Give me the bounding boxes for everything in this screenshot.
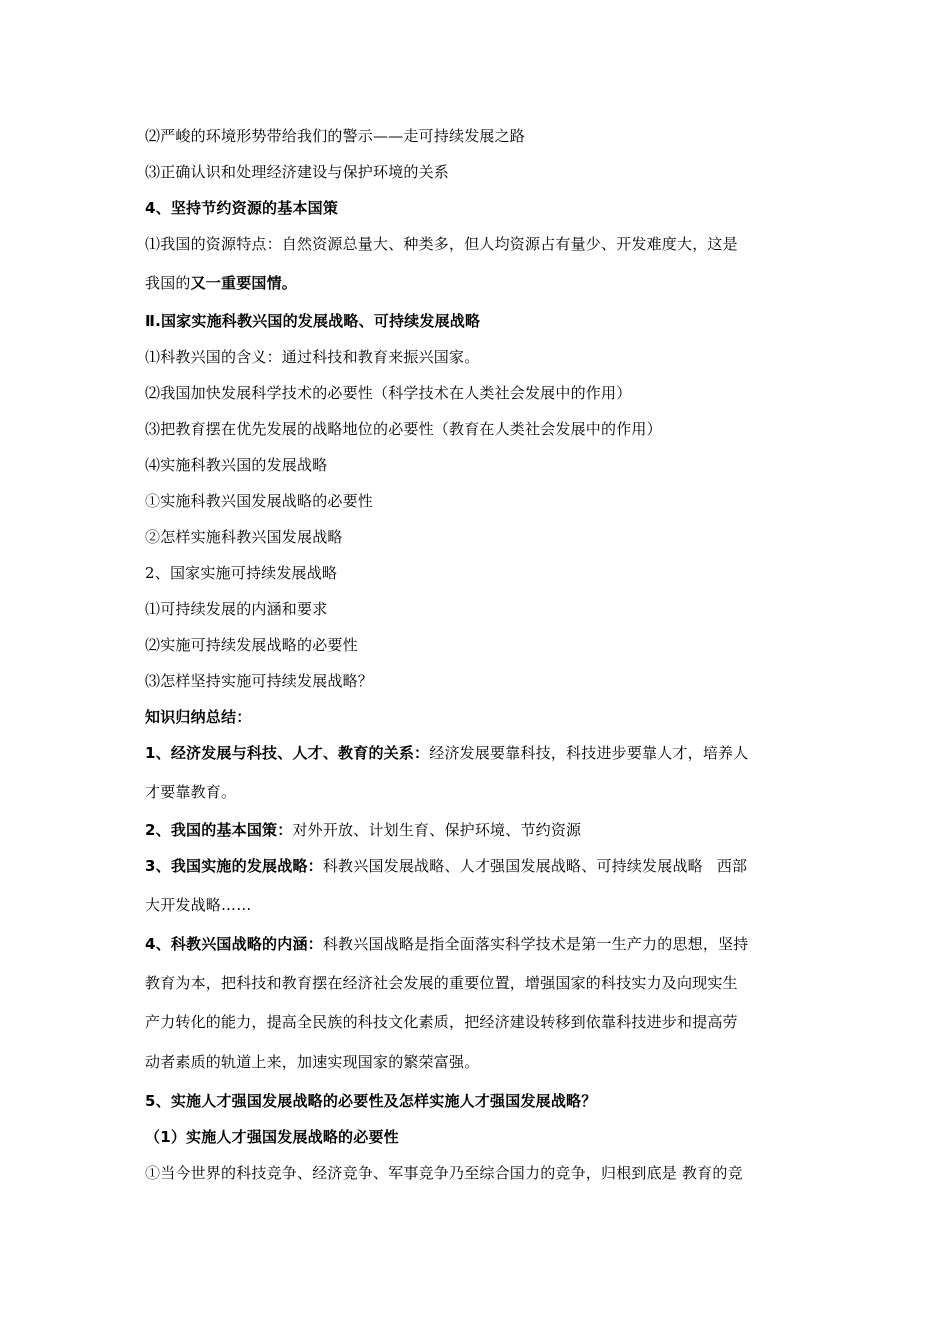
text-line: ①当今世界的科技竞争、经济竞争、军事竞争乃至综合国力的竞争，归根到底是 教育的竞 — [145, 1164, 743, 1182]
text-span: 我国的 — [145, 274, 191, 292]
text-line: ①实施科教兴国发展战略的必要性 — [145, 492, 374, 510]
text-line — [145, 273, 810, 293]
text-line: 产力转化的能力，提高全民族的科技文化素质，把经济建设转移到依靠科技进步和提高劳 — [145, 1013, 738, 1031]
text-line: 大开发战略…… — [145, 896, 252, 914]
bold-phrase: 又一重要国情。 — [190, 274, 298, 292]
section-heading: 知识归纳总结： — [145, 708, 252, 726]
summary-head: 2、我国的基本国策： — [145, 821, 293, 839]
text-line: ②怎样实施科教兴国发展战略 — [145, 528, 343, 546]
text-line: ⑴我国的资源特点：自然资源总量大、种类多，但人均资源占有量少、开发难度大，这是 — [145, 235, 738, 253]
summary-head: 1、经济发展与科技、人才、教育的关系： — [145, 744, 430, 762]
text-line: ⑵严峻的环境形势带给我们的警示——走可持续发展之路 — [145, 127, 526, 145]
summary-item-1 — [145, 743, 810, 763]
text-line: ⑶怎样坚持实施可持续发展战略？ — [145, 672, 374, 690]
section-heading: 4、坚持节约资源的基本国策 — [145, 199, 339, 217]
section-heading: 5、实施人才强国发展战略的必要性及怎样实施人才强国发展战略？ — [145, 1092, 597, 1110]
summary-tail: 西部 — [716, 857, 748, 875]
text-line: ⑶把教育摆在优先发展的战略地位的必要性（教育在人类社会发展中的作用） — [145, 420, 662, 438]
summary-item-2 — [145, 820, 810, 840]
summary-body: 科教兴国战略是指全面落实科学技术是第一生产力的思想，坚持 — [322, 935, 749, 953]
summary-head: 3、我国实施的发展战略： — [145, 857, 323, 875]
sub-heading: （1）实施人才强国发展战略的必要性 — [145, 1128, 399, 1146]
summary-head: 4、科教兴国战略的内涵： — [145, 935, 323, 953]
summary-body: 对外开放、计划生育、保护环境、节约资源 — [292, 821, 582, 839]
text-line: ⑴科教兴国的含义：通过科技和教育来振兴国家。 — [145, 348, 480, 366]
text-line: 动者素质的轨道上来，加速实现国家的繁荣富强。 — [145, 1053, 480, 1071]
text-line: ⑷实施科教兴国的发展战略 — [145, 456, 328, 474]
text-line: ⑵我国加快发展科学技术的必要性（科学技术在人类社会发展中的作用） — [145, 384, 632, 402]
summary-item-3 — [145, 856, 810, 876]
text-line: ⑵实施可持续发展战略的必要性 — [145, 636, 358, 654]
summary-item-4 — [145, 934, 810, 954]
section-heading: Ⅱ.国家实施科教兴国的发展战略、可持续发展战略 — [145, 312, 481, 330]
text-line: 教育为本，把科技和教育摆在经济社会发展的重要位置，增强国家的科技实力及向现实生 — [145, 974, 738, 992]
text-line: 才要靠教育。 — [145, 783, 237, 801]
text-line: ⑴可持续发展的内涵和要求 — [145, 600, 328, 618]
text-line: ⑶正确认识和处理经济建设与保护环境的关系 — [145, 163, 450, 181]
summary-body: 科教兴国发展战略、人才强国发展战略、可持续发展战略 — [322, 857, 703, 875]
text-line: 2、国家实施可持续发展战略 — [145, 564, 338, 582]
summary-body: 经济发展要靠科技，科技进步要靠人才，培养人 — [429, 744, 749, 762]
